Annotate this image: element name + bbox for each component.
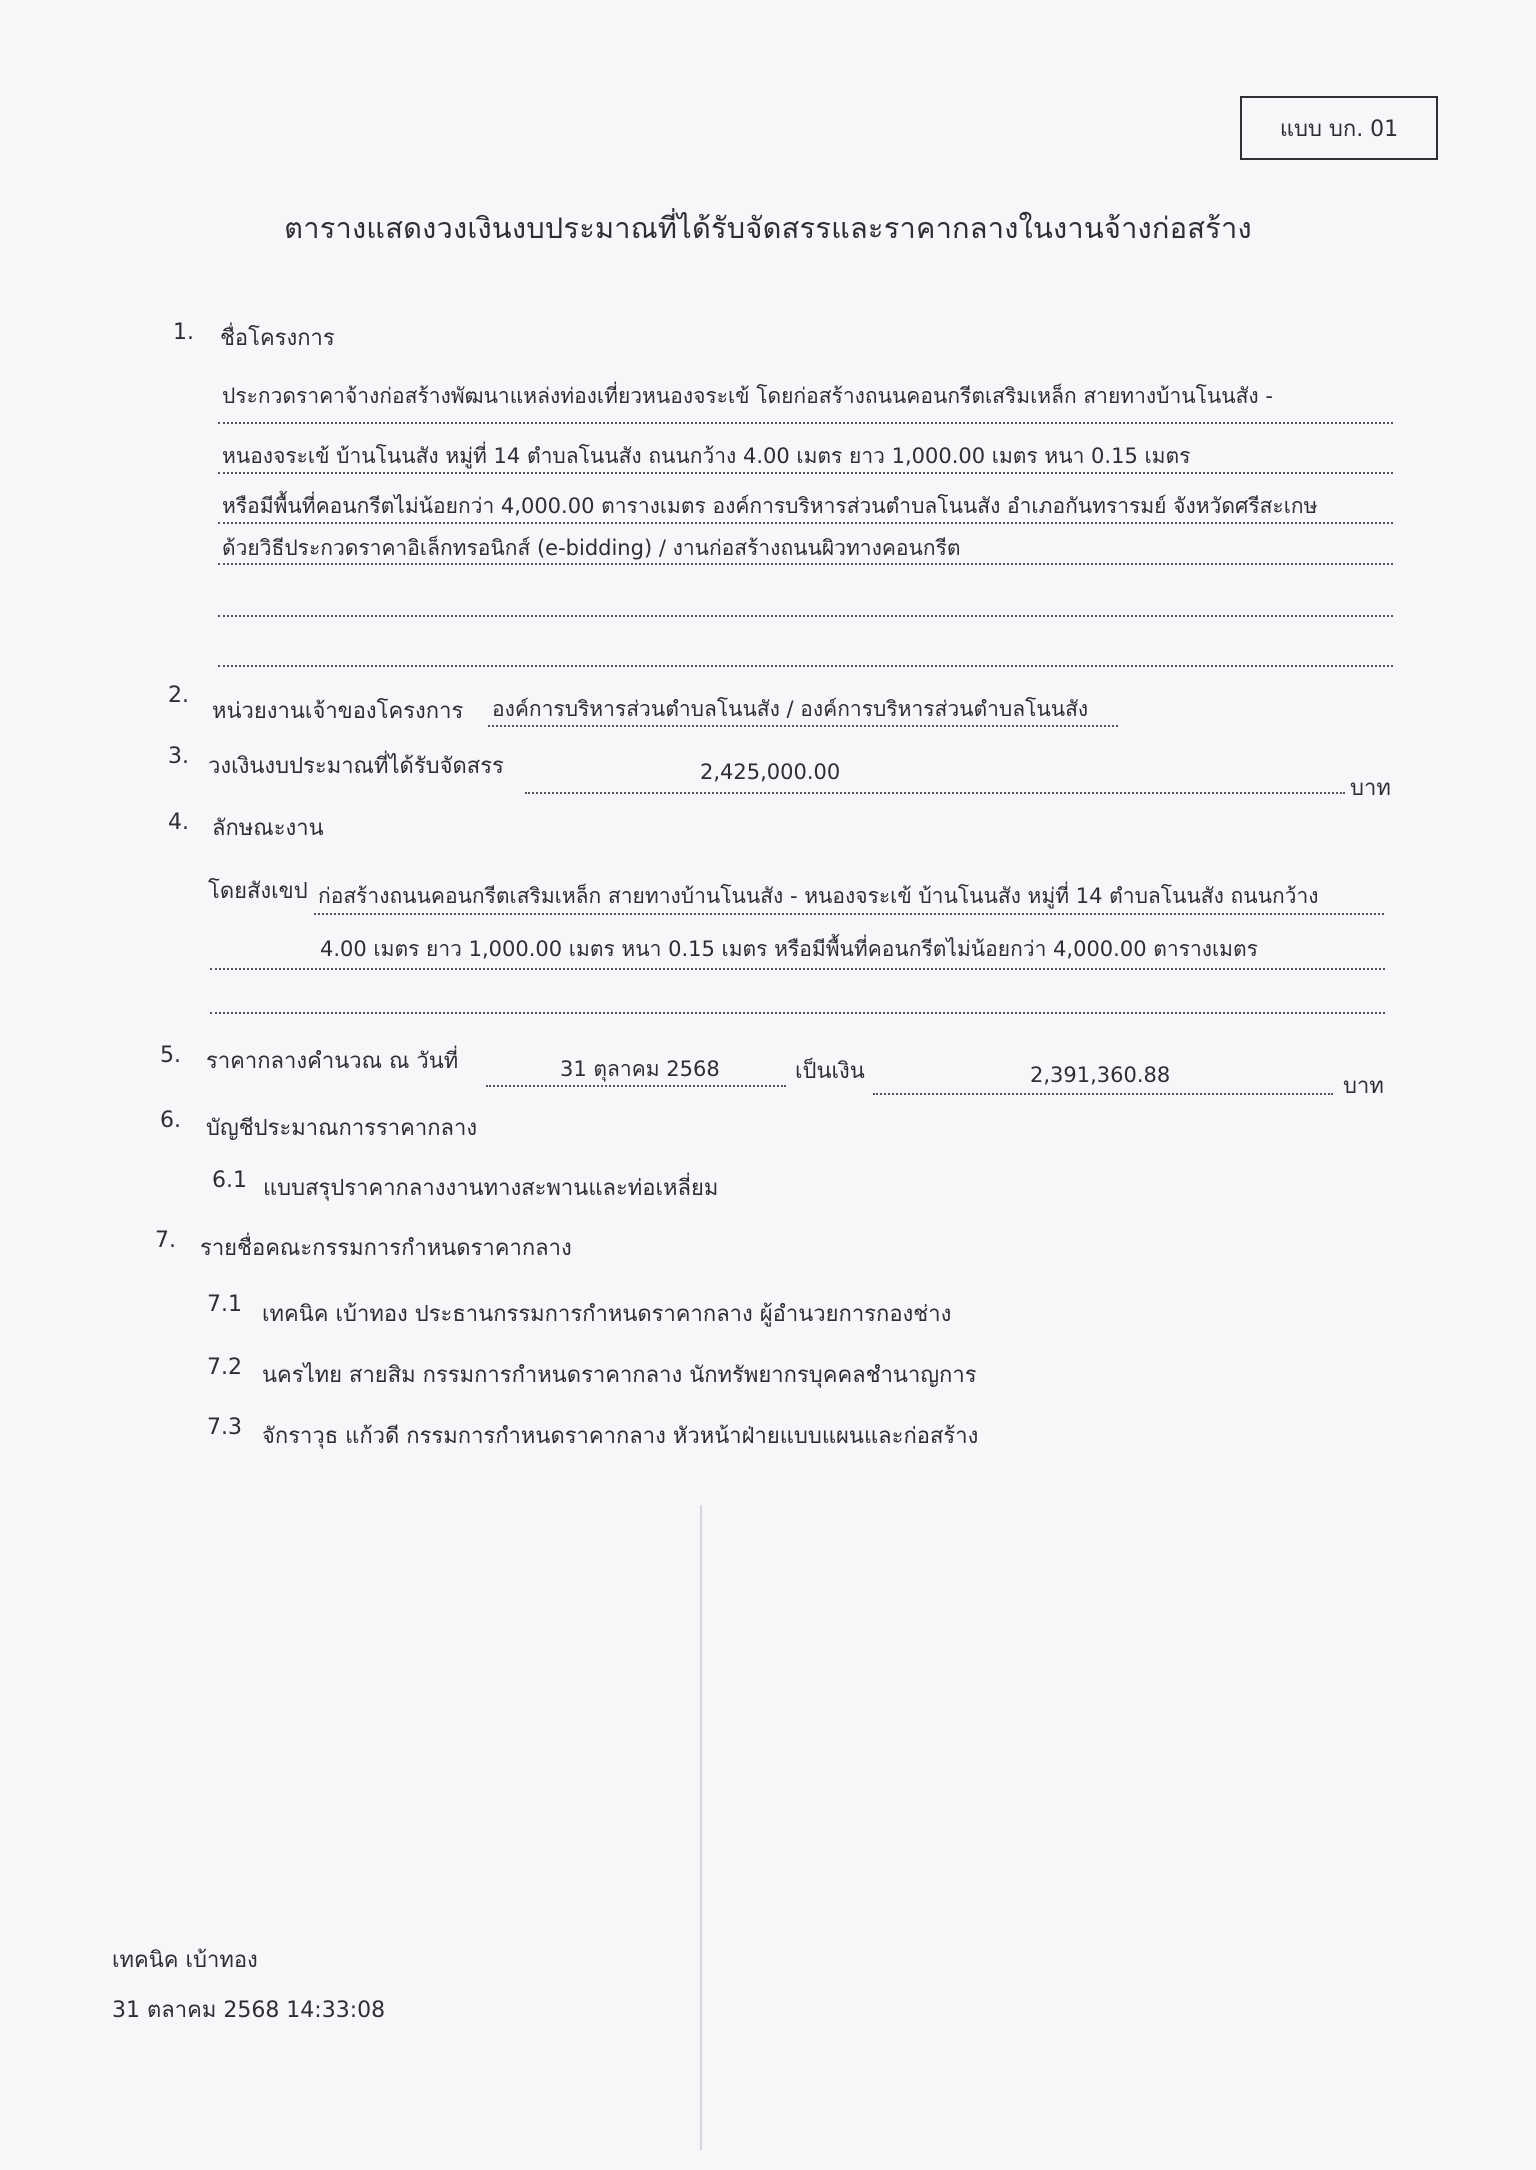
committee-item-number: 7.1 — [207, 1292, 242, 1317]
project-name-line-2: หนองจระเข้ บ้านโนนสัง หมู่ที่ 14 ตำบลโนนสัง ถนนกว้าง 4.00 เมตร ยาว 1,000.00 เมตร หนา 0.15 เมตร — [222, 444, 1191, 468]
reference-price-unit: บาท — [1343, 1074, 1384, 1099]
budget-amount: 2,425,000.00 — [700, 760, 841, 784]
budget-unit: บาท — [1350, 776, 1391, 801]
reference-date: 31 ตุลาคม 2568 — [560, 1057, 720, 1081]
section4-sublabel: โดยสังเขป — [208, 879, 308, 904]
committee-member: จักราวุธ แก้วดี กรรมการกำหนดราคากลาง หัวหน้าฝ่ายแบบแผนและก่อสร้าง — [262, 1424, 979, 1449]
dotted-line — [525, 792, 1345, 794]
work-description-line-2: 4.00 เมตร ยาว 1,000.00 เมตร หนา 0.15 เมตร หรือมีพื้นที่คอนกรีตไม่น้อยกว่า 4,000.00 ตารางเมตร — [320, 937, 1258, 961]
committee-item-number: 7.2 — [207, 1355, 242, 1380]
section3-number: 3. — [168, 744, 189, 769]
project-name-line-4: ด้วยวิธีประกวดราคาอิเล็กทรอนิกส์ (e-bidding) / งานก่อสร้างถนนผิวทางคอนกรีต — [222, 536, 961, 560]
section5-number: 5. — [160, 1043, 181, 1068]
document-title: ตารางแสดงวงเงินงบประมาณที่ได้รับจัดสรรและราคากลางในงานจ้างก่อสร้าง — [284, 211, 1252, 245]
section2-label: หน่วยงานเจ้าของโครงการ — [212, 699, 464, 724]
form-code: แบบ บก. 01 — [1279, 116, 1399, 142]
section1-label: ชื่อโครงการ — [220, 326, 335, 351]
section6-label: บัญชีประมาณการราคากลาง — [206, 1116, 478, 1141]
footer-name: เทคนิค เบ้าทอง — [112, 1948, 258, 1973]
section2-number: 2. — [168, 683, 189, 708]
fold-line — [700, 1505, 702, 2150]
project-owner-value: องค์การบริหารส่วนตำบลโนนสัง / องค์การบริหารส่วนตำบลโนนสัง — [492, 697, 1089, 721]
dotted-line — [218, 563, 1393, 565]
dotted-line — [210, 1012, 1385, 1014]
dotted-line — [314, 913, 1384, 915]
committee-member: เทคนิค เบ้าทอง ประธานกรรมการกำหนดราคากลาง ผู้อำนวยการกองช่าง — [262, 1302, 952, 1327]
section7-number: 7. — [155, 1228, 176, 1253]
dotted-line — [210, 968, 1385, 970]
footer-timestamp: 31 ตลาคม 2568 14:33:08 — [112, 1998, 386, 2023]
dotted-line — [218, 665, 1393, 667]
dotted-line — [488, 725, 1118, 727]
amount-label: เป็นเงิน — [795, 1059, 865, 1084]
dotted-line — [218, 422, 1393, 424]
section4-number: 4. — [168, 810, 189, 835]
section4-label: ลักษณะงาน — [212, 816, 324, 841]
dotted-line — [486, 1085, 786, 1087]
committee-member: นครไทย สายสิม กรรมการกำหนดราคากลาง นักทรัพยากรบุคคลชำนาญการ — [262, 1363, 977, 1388]
committee-item-number: 7.3 — [207, 1415, 242, 1440]
dotted-line — [218, 522, 1393, 524]
project-name-line-1: ประกวดราคาจ้างก่อสร้างพัฒนาแหล่งท่องเที่ยวหนองจระเข้ โดยก่อสร้างถนนคอนกรีตเสริมเหล็ก สายทางบ้านโนนสัง - — [222, 384, 1273, 408]
section3-label: วงเงินงบประมาณที่ได้รับจัดสรร — [208, 754, 504, 779]
dotted-line — [873, 1093, 1333, 1095]
section6-item-text: แบบสรุปราคากลางงานทางสะพานและท่อเหลี่ยม — [263, 1176, 719, 1201]
project-name-line-3: หรือมีพื้นที่คอนกรีตไม่น้อยกว่า 4,000.00 ตารางเมตร องค์การบริหารส่วนตำบลโนนสัง อำเภอกันทรารมย์ จังหวัดศรีสะเกษ — [222, 494, 1318, 518]
dotted-line — [218, 472, 1393, 474]
section6-number: 6. — [160, 1108, 181, 1133]
section5-label: ราคากลางคำนวณ ณ วันที่ — [206, 1049, 459, 1074]
section1-number: 1. — [173, 320, 194, 345]
section7-label: รายชื่อคณะกรรมการกำหนดราคากลาง — [200, 1236, 572, 1261]
section6-item-number: 6.1 — [212, 1168, 247, 1193]
work-description-line-1: ก่อสร้างถนนคอนกรีตเสริมเหล็ก สายทางบ้านโนนสัง - หนองจระเข้ บ้านโนนสัง หมู่ที่ 14 ตำบลโนนสัง ถนนกว้าง — [318, 884, 1319, 908]
form-code-box — [1240, 96, 1438, 160]
reference-price: 2,391,360.88 — [1030, 1063, 1171, 1087]
dotted-line — [218, 615, 1393, 617]
